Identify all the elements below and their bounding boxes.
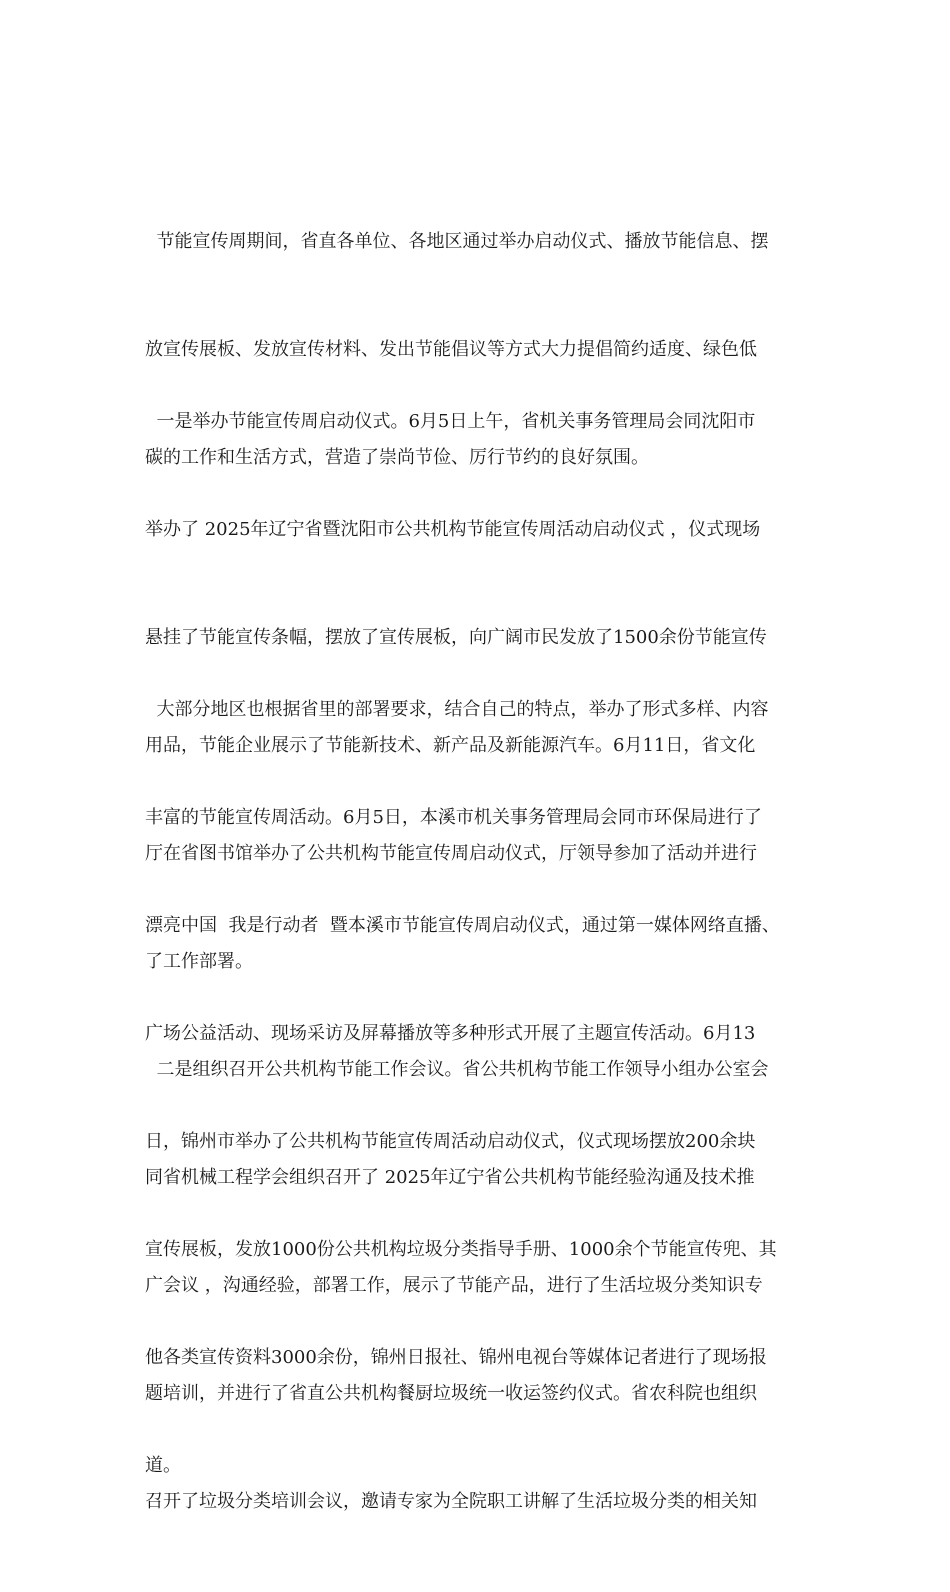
text-line: 召开了垃圾分类培训会议，邀请专家为全院职工讲解了生活垃圾分类的相关知 [145, 1491, 757, 1512]
text-line: 同省机械工程学会组织召开了 2025年辽宁省公共机构节能经验沟通及技术推 [145, 1167, 755, 1188]
text-line: 他各类宣传资料3000余份，锦州日报社、锦州电视台等媒体记者进行了现场报 [145, 1347, 767, 1368]
text-line: 二是组织召开公共机构节能工作会议。省公共机构节能工作领导小组办公室会 [145, 1059, 769, 1080]
text-line: 举办了 2025年辽宁省暨沈阳市公共机构节能宣传周活动启动仪式 ，仪式现场 [145, 519, 761, 540]
text-line: 悬挂了节能宣传条幅，摆放了宣传展板，向广阔市民发放了1500余份节能宣传 [145, 627, 767, 648]
text-line: 了工作部署。 [145, 951, 253, 972]
text-line: 宣传展板，发放1000份公共机构垃圾分类指导手册、1000余个节能宣传兜、其 [145, 1239, 777, 1260]
text-line: 碳的工作和生活方式，营造了崇尚节俭、厉行节约的良好氛围。 [145, 447, 649, 468]
text-line: 大部分地区也根据省里的部署要求，结合自己的特点，举办了形式多样、内容 [145, 699, 769, 720]
text-line: 广场公益活动、现场采访及屏幕播放等多种形式开展了主题宣传活动。6月13 [145, 1023, 756, 1044]
text-line: 题培训，并进行了省直公共机构餐厨垃圾统一收运签约仪式。省农科院也组织 [145, 1383, 757, 1404]
text-line: 节能宣传周期间，省直各单位、各地区通过举办启动仪式、播放节能信息、摆 [145, 231, 769, 252]
text-line: 一是举办节能宣传周启动仪式。6月5日上午，省机关事务管理局会同沈阳市 [145, 411, 756, 432]
text-line: 丰富的节能宣传周活动。6月5日，本溪市机关事务管理局会同市环保局进行了 [145, 807, 762, 828]
text-line: 日，锦州市举办了公共机构节能宣传周活动启动仪式，仪式现场摆放200余块 [145, 1131, 756, 1152]
text-line: 厅在省图书馆举办了公共机构节能宣传周启动仪式，厅领导参加了活动并进行 [145, 843, 757, 864]
text-line: 道。 [145, 1455, 181, 1476]
text-line: 用品，节能企业展示了节能新技术、新产品及新能源汽车。6月11日，省文化 [145, 735, 756, 756]
text-line: 广会议 ，沟通经验，部署工作，展示了节能产品，进行了生活垃圾分类知识专 [145, 1275, 763, 1296]
text-line: 漂亮中国 我是行动者 暨本溪市节能宣传周启动仪式，通过第一媒体网络直播、 [145, 915, 780, 936]
paragraph-work-conference [145, 980, 817, 1592]
text-line: 放宣传展板、发放宣传材料、发出节能倡议等方式大力提倡简约适度、绿色低 [145, 339, 757, 360]
